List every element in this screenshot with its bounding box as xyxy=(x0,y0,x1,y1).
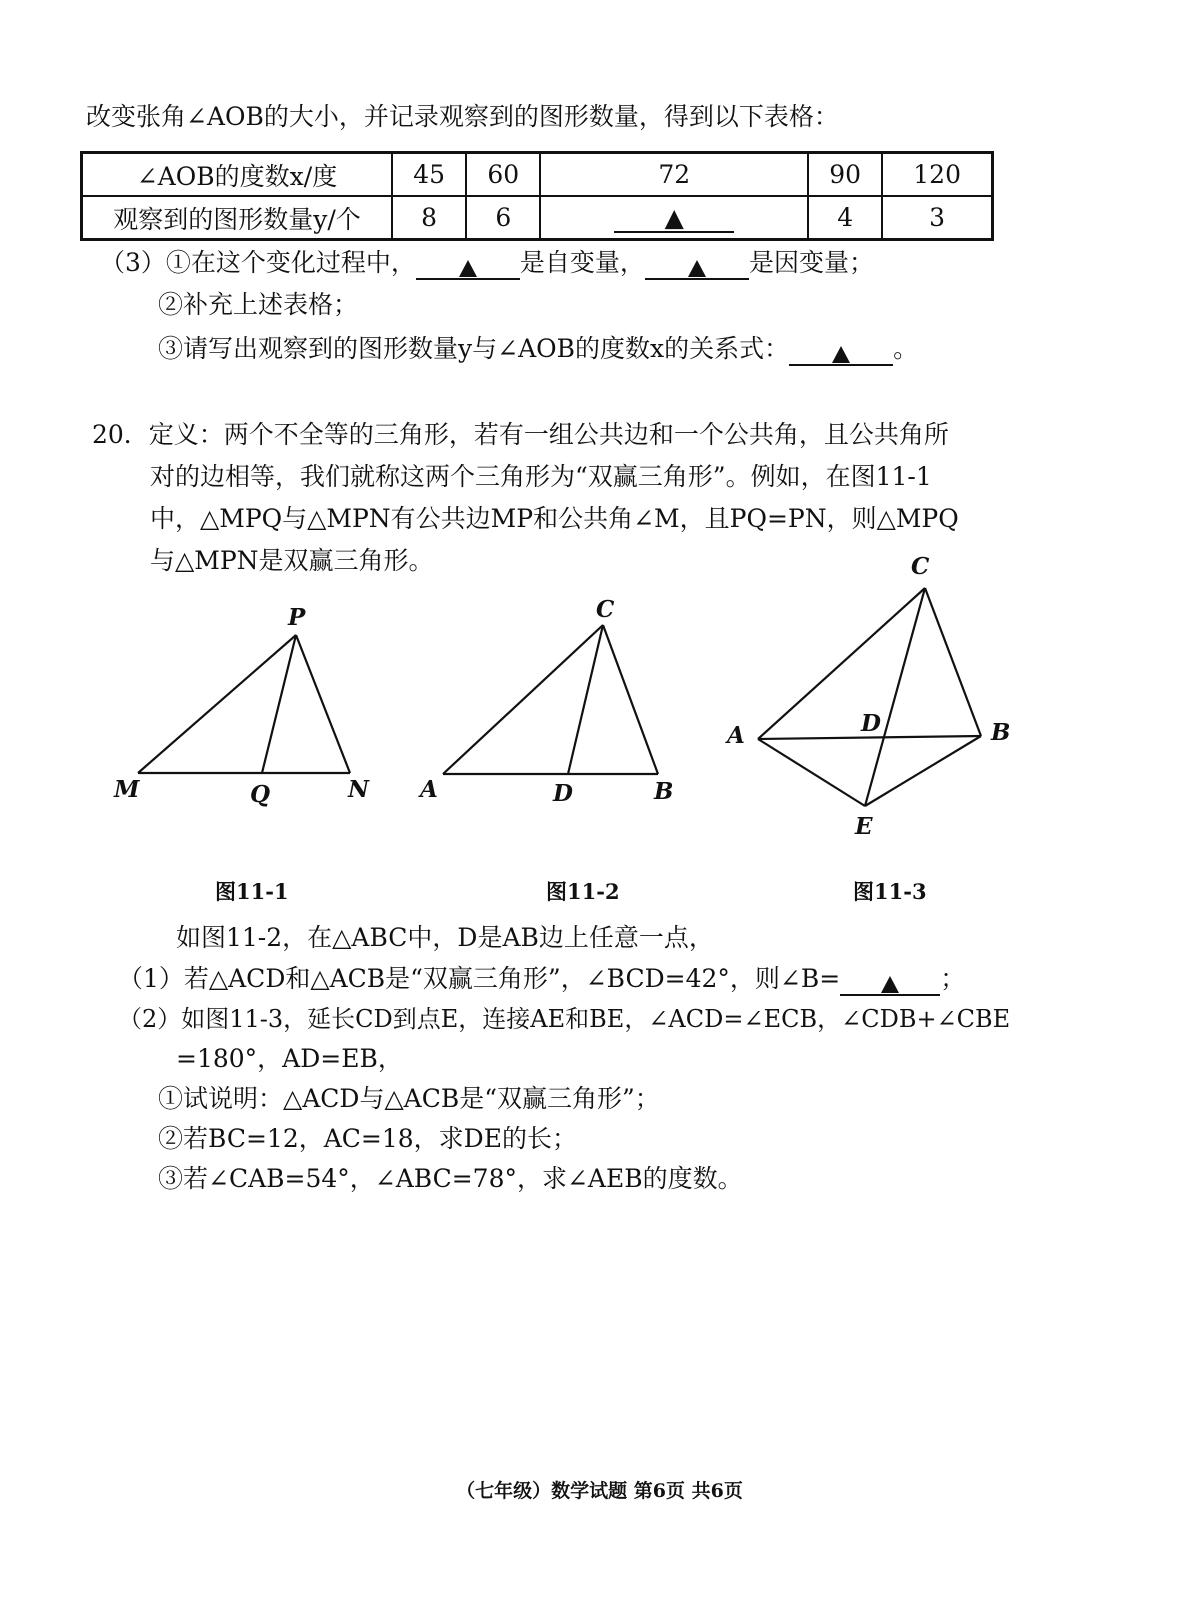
q20-part2-ii: ②若BC=12，AC=18，求DE的长； xyxy=(158,1124,577,1153)
segment-CB xyxy=(603,625,658,774)
segment-MP xyxy=(138,635,296,773)
table-cell: 60 xyxy=(466,153,540,197)
table-cell: 8 xyxy=(392,196,466,240)
q20-line4: 与△MPN是双赢三角形。 xyxy=(150,546,434,575)
segment-AC xyxy=(758,588,925,739)
table-cell: 3 xyxy=(882,196,992,240)
table-cell: 45 xyxy=(392,153,466,197)
q20-line2: 对的边相等，我们就称这两个三角形为“双赢三角形”。例如，在图11-1 xyxy=(150,462,932,491)
q3-line3 xyxy=(158,332,918,366)
segment-CE xyxy=(865,588,925,806)
label-N: N xyxy=(348,776,370,803)
answer-blank-cell: ▲ xyxy=(614,205,734,233)
table-cell: 6 xyxy=(466,196,540,240)
figure-11-2 xyxy=(410,585,700,815)
label-E: E xyxy=(855,813,873,840)
figure-11-1 xyxy=(100,590,390,810)
label-B: B xyxy=(991,719,1011,746)
label-D: D xyxy=(861,710,881,737)
q3-line2: ②补充上述表格； xyxy=(158,290,359,319)
q20-part1 xyxy=(118,962,965,996)
angle-count-table xyxy=(80,151,994,241)
triangle-mark-icon xyxy=(832,346,850,363)
q20-part2-line2: =180°，AD=EB， xyxy=(176,1044,403,1073)
q20-line3: 中，△MPQ与△MPN有公共边MP和公共角∠M，且PQ=PN，则△MPQ xyxy=(150,504,959,533)
table-header-cell: 观察到的图形数量y/个 xyxy=(82,196,393,240)
page-footer: （七年级）数学试题 第6页 共6页 xyxy=(456,1480,743,1502)
caption-figure-11-3: 图11-3 xyxy=(853,879,927,904)
table-cell xyxy=(540,196,808,240)
figure-11-3 xyxy=(715,550,1045,850)
table-cell: 72 xyxy=(540,153,808,197)
answer-blank xyxy=(645,252,749,280)
q3-line3-end: 。 xyxy=(893,334,919,363)
segment-PN xyxy=(296,635,350,773)
triangle-mark-icon xyxy=(881,976,899,993)
segment-AC xyxy=(443,625,603,774)
label-C: C xyxy=(596,596,615,623)
table-row xyxy=(82,153,993,197)
q20-setup: 如图11-2，在△ABC中，D是AB边上任意一点， xyxy=(176,923,714,952)
label-D: D xyxy=(553,780,573,807)
table-cell: 90 xyxy=(808,153,882,197)
q20-part1-prefix: （1）若△ACD和△ACB是“双赢三角形”，∠BCD=42°，则∠B= xyxy=(118,964,841,993)
segment-AE xyxy=(758,739,865,806)
q20-part1-end: ； xyxy=(940,964,966,993)
q3-line1-mid: 是自变量， xyxy=(519,248,645,277)
label-A: A xyxy=(420,776,438,803)
label-C: C xyxy=(911,553,930,580)
answer-blank xyxy=(840,968,940,996)
q3-line1-prefix: （3）①在这个变化过程中， xyxy=(100,248,416,277)
caption-figure-11-2: 图11-2 xyxy=(546,879,620,904)
table-row xyxy=(82,196,993,240)
label-A: A xyxy=(727,722,745,749)
label-B: B xyxy=(654,778,674,805)
label-P: P xyxy=(288,604,306,631)
q3-line1-end: 是因变量； xyxy=(748,248,874,277)
segment-CD xyxy=(568,625,603,774)
triangle-mark-icon xyxy=(688,260,706,277)
label-Q: Q xyxy=(250,781,271,808)
table-cell: 120 xyxy=(882,153,992,197)
q3-line1 xyxy=(100,246,874,280)
table-header-cell: ∠AOB的度数x/度 xyxy=(82,153,393,197)
table-cell: 4 xyxy=(808,196,882,240)
caption-figure-11-1: 图11-1 xyxy=(215,879,289,904)
triangle-mark-icon xyxy=(459,260,477,277)
answer-blank xyxy=(789,338,893,366)
segment-PQ xyxy=(262,635,296,773)
q20-part2-line1: （2）如图11-3，延长CD到点E，连接AE和BE，∠ACD=∠ECB，∠CDB+∠CBE xyxy=(118,1005,1011,1033)
q20-part2-i: ①试说明：△ACD与△ACB是“双赢三角形”； xyxy=(158,1084,660,1113)
intro-text: 改变张角∠AOB的大小，并记录观察到的图形数量，得到以下表格： xyxy=(86,102,839,131)
answer-blank xyxy=(416,252,520,280)
q20-part2-iii: ③若∠CAB=54°，∠ABC=78°，求∠AEB的度数。 xyxy=(158,1164,743,1193)
segment-CB xyxy=(925,588,981,736)
label-M: M xyxy=(114,776,140,803)
q20-line1: 20．定义：两个不全等的三角形，若有一组公共边和一个公共角，且公共角所 xyxy=(92,420,949,449)
q3-line3-prefix: ③请写出观察到的图形数量y与∠AOB的度数x的关系式： xyxy=(158,334,790,363)
